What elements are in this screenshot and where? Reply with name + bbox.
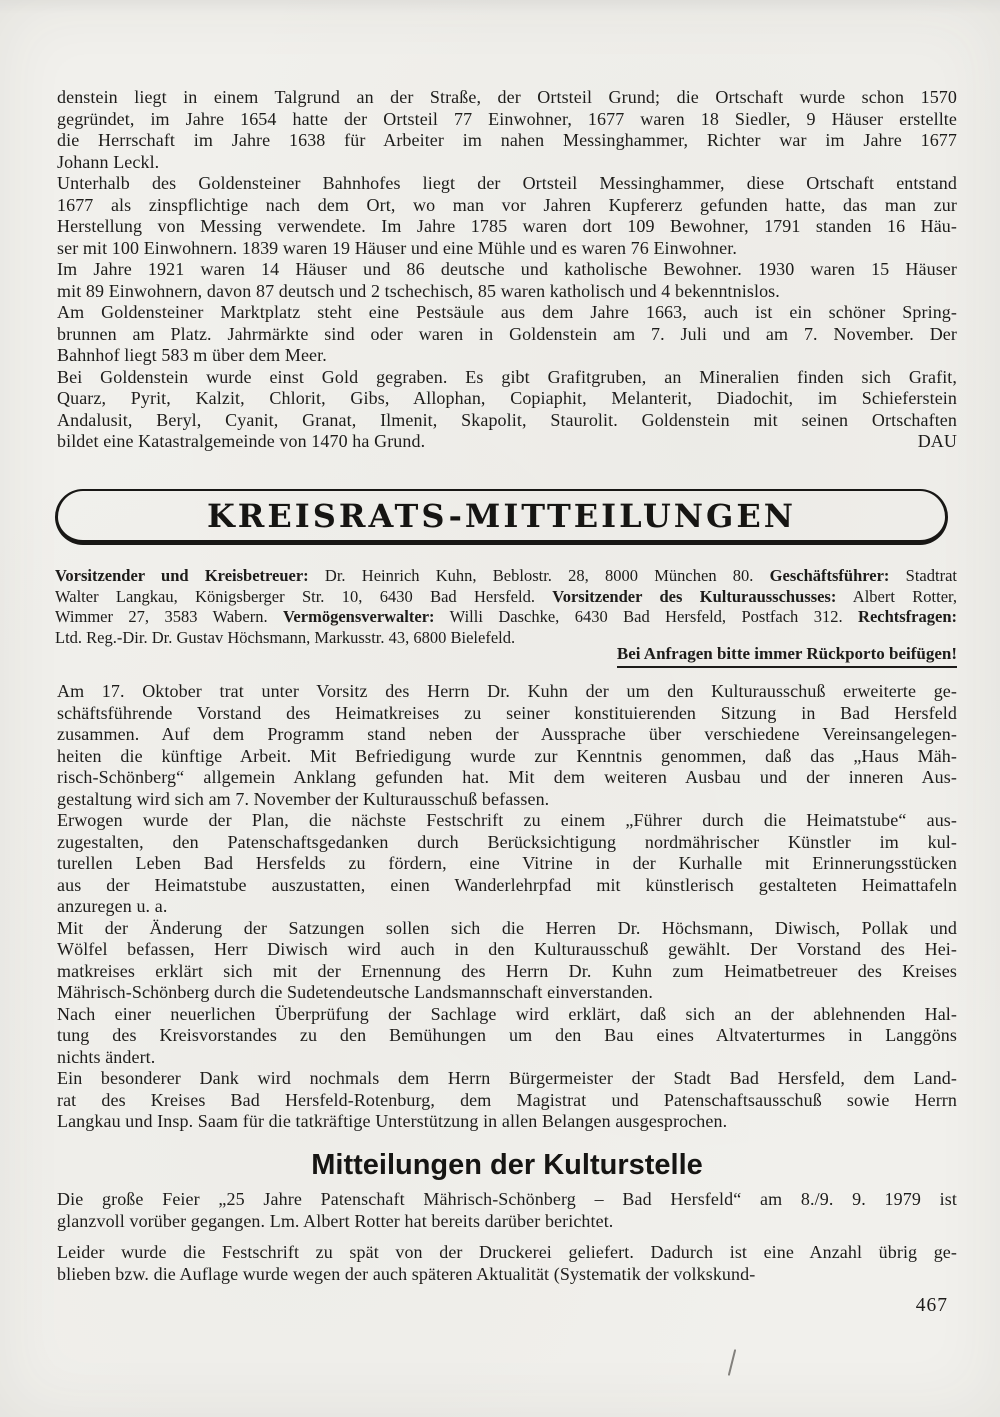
paragraph: Mit der Änderung der Satzungen sollen sich die Herren Dr. Höchsmann, Diwisch, Pollak und Wölfel befassen, Herr Diwisch wird auch in den Kulturausschuß gewählt. Der Vorstand des Hei- matkreises erklärt sich mit der Ernennung des Herrn Dr. Kuhn zum Heimatbetreuer des Kreises Mährisch-Schönberg durch die Sudetendeutsche Landsmannschaft einverstanden. — [57, 917, 957, 1002]
paragraph: Im Jahre 1921 waren 14 Häuser und 86 deutsche und katholische Bewohner. 1930 waren 15 Häuser mit 89 Einwohnern, davon 87 deutsch und 2 tschechisch, 85 waren katholisch und 4 bekenntnislos. — [57, 259, 957, 301]
paragraph: Die große Feier „25 Jahre Patenschaft Mährisch-Schönberg – Bad Hersfeld“ am 8./9. 9. 1979 ist glanzvoll vorüber gegangen. Lm. Albert Rotter hat bereits darüber berichtet. — [57, 1189, 957, 1231]
paragraph: Ein besonderer Dank wird nochmals dem Herrn Bürgermeister der Stadt Bad Hersfeld, dem Land- rat des Kreises Bad Hersfeld-Rotenburg, dem Magistrat und Patenschaftsausschuß sowie Herrn Langkau und Insp. Saam für die tatkräftige Unterstützung in allen Belangen ausgesprochen. — [57, 1068, 957, 1131]
paragraph: Am 17. Oktober trat unter Vorsitz des Herrn Dr. Kuhn der um den Kulturausschuß erweiterte ge- schäftsführende Vorstand des Heimatkreises zu seiner konstituierenden Sitzung in Bad Hersfeld zusammen. Auf dem Programm stand neben der Aussprache über verschiedene Vereinsangelegen- heiten die künftige Arbeit. Mit Befriedigung wurde zur Kenntnis genommen, daß das „Haus Mäh- risch-Schönberg“ allgemein Anklang gefunden hat. Mit dem weiteren Ausbau und der inneren Aus- gestaltung wird sich am 7. November der Kulturausschuß befassen. — [57, 681, 957, 809]
paragraph: Unterhalb des Goldensteiner Bahnhofes liegt der Ortsteil Messinghammer, diese Ortschaft entstand 1677 als zinspflichtige nach dem Ort, wo man vor Jahren Kupfererz gefunden hatte, das man zur Herstellung von Messing verwendete. Im Jahre 1785 waren dort 109 Bewohner, 1791 standen 16 Häu- ser mit 100 Einwohnern. 1839 waren 19 Häuser und eine Mühle und es waren 76 Einwohner. — [57, 173, 957, 258]
kreisrat-officers-block — [55, 566, 957, 648]
page-number: 467 — [915, 1295, 948, 1316]
paragraph: Am Goldensteiner Marktplatz steht eine Pestsäule aus dem Jahre 1663, auch ist ein schöner Spring- brunnen am Platz. Jahrmärkte sind oder waren in Goldenstein am 7. Juli und am 7. November. Der Bahnhof liegt 583 m über dem Meer. — [57, 302, 957, 365]
goldenstein-article — [57, 87, 957, 453]
paragraph: Leider wurde die Festschrift zu spät von der Druckerei geliefert. Dadurch ist eine Anzahl übrig ge- blieben bzw. die Auflage wurde wegen der auch späteren Aktualität (Systematik der volkskund- — [57, 1242, 957, 1284]
paragraph: Nach einer neuerlichen Überprüfung der Sachlage wird erklärt, daß sich an der ablehnenden Hal- tung des Kreisvorstandes zu den Bemühungen um den Bau eines Altvaterturmes in Langgöns nichts ändert. — [57, 1003, 957, 1067]
rueckporto-note: Bei Anfragen bitte immer Rückporto beifügen! — [617, 644, 957, 668]
kreisrats-title-box — [55, 489, 948, 545]
paragraph: denstein liegt in einem Talgrund an der Straße, der Ortsteil Grund; die Ortschaft wurde schon 1570 gegründet, im Jahre 1654 hatte der Ortsteil 77 Einwohner, 1677 waren 18 Siedler, 9 Häuser erstellte die Herrschaft im Jahre 1638 für Arbeiter im nahen Messinghammer, Richter war im Jahre 1677 Johann Leckl. — [57, 87, 957, 172]
pen-mark — [728, 1349, 736, 1376]
paragraph-with-signature: Bei Goldenstein wurde einst Gold gegraben. Es gibt Grafitgruben, an Mineralien finden sich Grafit, Quarz, Pyrit, Kalzit, Chlorit, Gibs, Allophan, Copiaphit, Melanterit, Diadochit, im Schieferstein Andalusit, Beryl, Cyanit, Granat, Ilmenit, Skapolit, Staurolit. Goldenstein mit seinen Ortschaften DAU bildet eine Katastralgemeinde von 1470 ha Grund. — [57, 366, 957, 451]
officers-paragraph: Vorsitzender und Kreisbetreuer: Dr. Heinrich Kuhn, Beblostr. 28, 8000 München 80. Geschäftsführer: Stadtrat Walter Langkau, Königsberger Str. 10, 6430 Bad Hersfeld. Vorsitzender des Kulturausschusses: Albert Rotter, Wimmer 27, 3583 Wabern. Vermögensverwalter: Willi Daschke, 6430 Bad Hersfeld, Postfach 312. Rechtsfragen: Ltd. Reg.-Dir. Dr. Gustav Höchsmann, Markusstr. 43, 6800 Bielefeld. — [55, 566, 957, 647]
section-title: KREISRATS-MITTEILUNGEN — [206, 496, 797, 535]
kulturstelle-article — [57, 1189, 957, 1285]
kulturstelle-heading: Mitteilungen der Kulturstelle — [311, 1149, 703, 1181]
author-signature: DAU — [917, 431, 957, 451]
paragraph: Erwogen wurde der Plan, die nächste Festschrift zu einem „Führer durch die Heimatstube“ aus- zugestalten, den Patenschaftsgedanken durch Berücksichtigung nordmährischer Künstler im kul- turellen Leben Bad Hersfelds zu fördern, eine Vitrine in der Kurhalle mit Erinnerungsstücken aus der Heimatstube auszustatten, einen Wanderlehrpfad mit künstlerisch gestalteten Heimattafeln anzuregen u. a. — [57, 810, 957, 916]
kreisrat-report — [57, 681, 957, 1133]
